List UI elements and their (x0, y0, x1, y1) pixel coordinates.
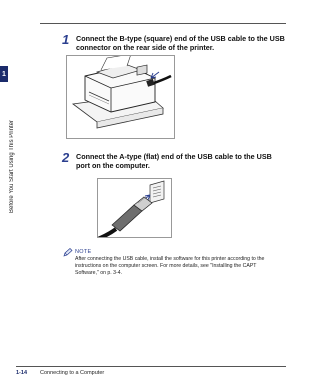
printer-rear-usb-drawing (67, 56, 174, 138)
chapter-tab: 1 (0, 66, 8, 82)
header-rule (40, 23, 286, 24)
step-1 (63, 34, 285, 52)
usb-a-plug-drawing (98, 179, 171, 237)
footer-rule (16, 366, 286, 367)
step-1-number: 1 (62, 32, 70, 47)
step-2-text: Connect the A-type (flat) end of the USB cable to the USB port on the computer. (76, 152, 272, 170)
usb-a-plug-illustration (97, 178, 172, 238)
pencil-note-icon (63, 248, 73, 257)
chapter-side-title: Before You Start Using This Printer (9, 120, 15, 213)
step-2 (63, 152, 285, 170)
printer-usb-illustration (66, 55, 175, 139)
step-2-number: 2 (62, 150, 70, 165)
note-text: After connecting the USB cable, install the software for this printer according to the instructions on the computer screen. For more details, see "Installing the CAPT Software," on p. 3-4. (75, 256, 265, 276)
footer-section-title: Connecting to a Computer (40, 370, 105, 376)
step-1-text: Connect the B-type (square) end of the USB cable to the USB connector on the rear side of the printer. (76, 34, 285, 52)
page-number: 1-14 (16, 370, 28, 376)
note-label: NOTE (75, 249, 92, 255)
